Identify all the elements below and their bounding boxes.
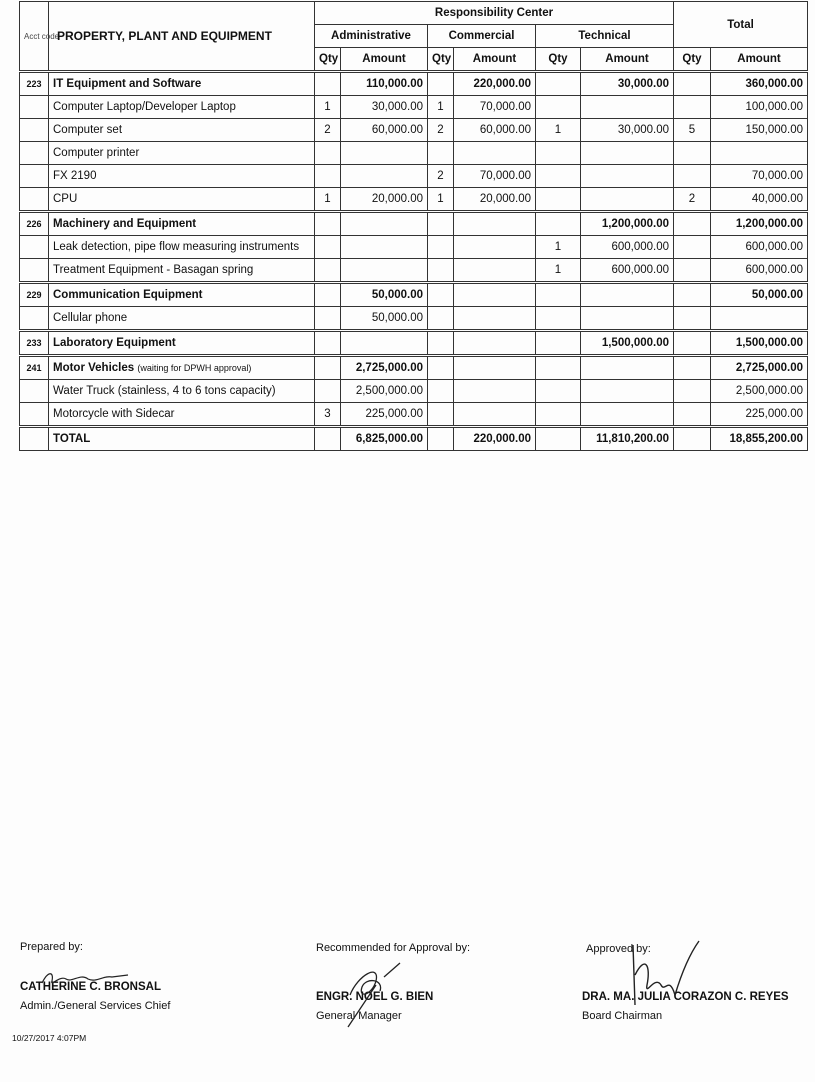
tot-amt-cell: 100,000.00 (711, 96, 808, 119)
adm-amt-cell: 20,000.00 (341, 188, 428, 212)
administrative-header: Administrative (315, 25, 428, 48)
qty-header: Qty (674, 48, 711, 72)
tec-qty-cell (536, 307, 581, 331)
tot-amt-cell: 40,000.00 (711, 188, 808, 212)
amount-header: Amount (454, 48, 536, 72)
com-amt-cell (454, 403, 536, 427)
tot-qty-cell (674, 165, 711, 188)
description-text: Cellular phone (53, 312, 128, 324)
com-amt-cell (454, 283, 536, 307)
acct-code-cell (20, 236, 49, 259)
property-header: PROPERTY, PLANT AND EQUIPMENT (49, 2, 315, 72)
total-label: TOTAL (49, 427, 315, 451)
tec-qty-cell (536, 212, 581, 236)
tec-qty-cell (536, 331, 581, 356)
tec-amt-cell (581, 307, 674, 331)
com-qty-cell (428, 380, 454, 403)
description-text: Laboratory Equipment (53, 337, 176, 349)
tot-amt-cell: 600,000.00 (711, 259, 808, 283)
qty-header: Qty (536, 48, 581, 72)
description-text: Communication Equipment (53, 289, 203, 301)
tot-qty-cell (674, 259, 711, 283)
table-row (20, 119, 808, 142)
description-cell (49, 96, 315, 119)
tec-qty-cell (536, 403, 581, 427)
table-row (20, 165, 808, 188)
adm-qty-cell (315, 236, 341, 259)
com-amt-cell: 220,000.00 (454, 72, 536, 96)
description-cell (49, 259, 315, 283)
tot-amt-cell: 225,000.00 (711, 403, 808, 427)
tec-qty-cell (536, 283, 581, 307)
acct-code-cell (20, 259, 49, 283)
total-tot-qty (674, 427, 711, 451)
adm-qty-cell (315, 283, 341, 307)
tec-amt-cell (581, 403, 674, 427)
acct-code-cell (20, 380, 49, 403)
tot-qty-cell (674, 236, 711, 259)
prepared-by-title: Admin./General Services Chief (20, 1000, 171, 1012)
description-text: Computer set (53, 124, 123, 136)
tot-amt-cell: 2,725,000.00 (711, 356, 808, 380)
tec-qty-cell: 1 (536, 119, 581, 142)
table-row (20, 188, 808, 212)
adm-qty-cell (315, 331, 341, 356)
description-text: Motorcycle with Sidecar (53, 408, 175, 420)
prepared-by-name: CATHERINE C. BRONSAL (20, 981, 161, 993)
tec-amt-cell (581, 283, 674, 307)
description-text: Machinery and Equipment (53, 218, 197, 230)
adm-amt-cell: 110,000.00 (341, 72, 428, 96)
adm-amt-cell: 225,000.00 (341, 403, 428, 427)
tot-qty-cell (674, 331, 711, 356)
com-amt-cell: 70,000.00 (454, 165, 536, 188)
description-cell (49, 72, 315, 96)
tec-qty-cell (536, 165, 581, 188)
tec-amt-cell: 30,000.00 (581, 72, 674, 96)
table-row (20, 236, 808, 259)
com-qty-cell (428, 259, 454, 283)
tot-qty-cell (674, 356, 711, 380)
tec-qty-cell (536, 96, 581, 119)
description-text: Computer Laptop/Developer Laptop (53, 101, 236, 113)
grand-total-amount: 18,855,200.00 (711, 427, 808, 451)
tot-qty-cell (674, 212, 711, 236)
tec-qty-cell (536, 356, 581, 380)
total-adm-qty (315, 427, 341, 451)
approved-by-title: Board Chairman (582, 1010, 663, 1022)
tec-amt-cell (581, 165, 674, 188)
com-qty-cell (428, 142, 454, 165)
com-amt-cell (454, 212, 536, 236)
com-amt-cell (454, 380, 536, 403)
category-row (20, 331, 808, 356)
adm-qty-cell: 3 (315, 403, 341, 427)
com-qty-cell (428, 356, 454, 380)
category-row (20, 356, 808, 380)
tot-qty-cell (674, 72, 711, 96)
com-amt-cell (454, 142, 536, 165)
com-amt-cell: 60,000.00 (454, 119, 536, 142)
total-code-cell (20, 427, 49, 451)
acct-code-cell (20, 96, 49, 119)
total-tec-amount: 11,810,200.00 (581, 427, 674, 451)
tot-amt-cell: 1,500,000.00 (711, 331, 808, 356)
tot-amt-cell (711, 142, 808, 165)
com-qty-cell (428, 307, 454, 331)
description-text: IT Equipment and Software (53, 78, 202, 90)
tec-amt-cell (581, 356, 674, 380)
com-qty-cell (428, 331, 454, 356)
adm-amt-cell: 50,000.00 (341, 283, 428, 307)
table-row (20, 380, 808, 403)
approved-by-name: DRA. MA. JULIA CORAZON C. REYES (582, 991, 789, 1003)
description-cell (49, 356, 315, 380)
acct-code-cell (20, 188, 49, 212)
tot-amt-cell: 2,500,000.00 (711, 380, 808, 403)
description-cell (49, 142, 315, 165)
tec-amt-cell: 30,000.00 (581, 119, 674, 142)
tec-amt-cell: 1,500,000.00 (581, 331, 674, 356)
table-row (20, 259, 808, 283)
description-cell (49, 119, 315, 142)
adm-amt-cell: 50,000.00 (341, 307, 428, 331)
acct-code-cell: 241 (20, 356, 49, 380)
tot-qty-cell (674, 96, 711, 119)
com-qty-cell (428, 403, 454, 427)
amount-header: Amount (711, 48, 808, 72)
ppe-table (19, 1, 808, 451)
prepared-signature-icon (40, 963, 130, 993)
adm-amt-cell: 30,000.00 (341, 96, 428, 119)
responsibility-center-header: Responsibility Center (315, 2, 674, 25)
adm-amt-cell (341, 212, 428, 236)
description-text: Computer printer (53, 147, 140, 159)
adm-amt-cell (341, 331, 428, 356)
description-text: Leak detection, pipe flow measuring instruments (53, 241, 300, 253)
tot-qty-cell (674, 307, 711, 331)
description-cell (49, 236, 315, 259)
total-adm-amount: 6,825,000.00 (341, 427, 428, 451)
adm-qty-cell (315, 380, 341, 403)
tot-amt-cell: 600,000.00 (711, 236, 808, 259)
approved-by-label: Approved by: (586, 943, 651, 955)
amount-header: Amount (341, 48, 428, 72)
tec-qty-cell (536, 380, 581, 403)
com-amt-cell (454, 259, 536, 283)
description-cell (49, 380, 315, 403)
tec-qty-cell (536, 188, 581, 212)
category-row (20, 212, 808, 236)
com-qty-cell: 2 (428, 119, 454, 142)
category-row (20, 72, 808, 96)
adm-qty-cell: 2 (315, 119, 341, 142)
tot-amt-cell (711, 307, 808, 331)
tot-amt-cell: 1,200,000.00 (711, 212, 808, 236)
acct-code-cell (20, 119, 49, 142)
description-cell (49, 212, 315, 236)
tot-qty-cell (674, 283, 711, 307)
prepared-by-label: Prepared by: (20, 941, 83, 953)
table-header (20, 2, 808, 72)
description-text: Water Truck (stainless, 4 to 6 tons capacity) (53, 385, 276, 397)
print-timestamp: 10/27/2017 4:07PM (12, 1033, 87, 1043)
com-qty-cell (428, 212, 454, 236)
tec-qty-cell: 1 (536, 259, 581, 283)
acct-code-cell (20, 142, 49, 165)
description-text: Motor Vehicles (53, 362, 135, 374)
com-qty-cell (428, 236, 454, 259)
tot-amt-cell: 50,000.00 (711, 283, 808, 307)
com-amt-cell (454, 236, 536, 259)
tot-amt-cell: 360,000.00 (711, 72, 808, 96)
description-cell (49, 188, 315, 212)
tot-amt-cell: 150,000.00 (711, 119, 808, 142)
tot-amt-cell: 70,000.00 (711, 165, 808, 188)
acct-code-cell: 223 (20, 72, 49, 96)
tec-amt-cell (581, 96, 674, 119)
com-amt-cell (454, 331, 536, 356)
description-cell (49, 331, 315, 356)
commercial-header: Commercial (428, 25, 536, 48)
acct-code-cell: 226 (20, 212, 49, 236)
tec-amt-cell: 1,200,000.00 (581, 212, 674, 236)
recommended-by-label: Recommended for Approval by: (316, 942, 471, 954)
acct-code-cell (20, 307, 49, 331)
adm-qty-cell (315, 142, 341, 165)
qty-header: Qty (315, 48, 341, 72)
tec-qty-cell (536, 142, 581, 165)
tot-qty-cell: 2 (674, 188, 711, 212)
description-text: CPU (53, 193, 78, 205)
adm-qty-cell: 1 (315, 96, 341, 119)
table-body (20, 72, 808, 427)
technical-header: Technical (536, 25, 674, 48)
adm-qty-cell (315, 165, 341, 188)
adm-amt-cell (341, 259, 428, 283)
description-text: FX 2190 (53, 170, 97, 182)
acct-code-header: Acct code (20, 2, 49, 72)
amount-header: Amount (581, 48, 674, 72)
com-qty-cell (428, 283, 454, 307)
adm-amt-cell (341, 142, 428, 165)
total-tec-qty (536, 427, 581, 451)
description-cell (49, 307, 315, 331)
tot-qty-cell (674, 403, 711, 427)
table-row (20, 96, 808, 119)
tot-qty-cell: 5 (674, 119, 711, 142)
adm-qty-cell: 1 (315, 188, 341, 212)
approved-signature-icon (625, 935, 705, 1015)
adm-amt-cell: 2,500,000.00 (341, 380, 428, 403)
adm-amt-cell (341, 165, 428, 188)
tec-amt-cell (581, 188, 674, 212)
adm-qty-cell (315, 356, 341, 380)
com-qty-cell: 2 (428, 165, 454, 188)
description-cell (49, 283, 315, 307)
com-amt-cell (454, 356, 536, 380)
adm-qty-cell (315, 72, 341, 96)
recommended-signature-icon (340, 955, 410, 1030)
total-com-qty (428, 427, 454, 451)
com-qty-cell: 1 (428, 96, 454, 119)
description-text: Treatment Equipment - Basagan spring (53, 264, 254, 276)
tec-amt-cell (581, 380, 674, 403)
tec-amt-cell (581, 142, 674, 165)
description-note: (waiting for DPWH approval) (137, 363, 252, 373)
description-cell (49, 165, 315, 188)
adm-qty-cell (315, 307, 341, 331)
recommended-by-name: ENGR. NOEL G. BIEN (316, 991, 434, 1003)
tot-qty-cell (674, 142, 711, 165)
adm-amt-cell: 60,000.00 (341, 119, 428, 142)
com-amt-cell: 70,000.00 (454, 96, 536, 119)
tec-amt-cell: 600,000.00 (581, 236, 674, 259)
adm-amt-cell: 2,725,000.00 (341, 356, 428, 380)
com-qty-cell (428, 72, 454, 96)
adm-qty-cell (315, 259, 341, 283)
acct-code-cell (20, 165, 49, 188)
adm-qty-cell (315, 212, 341, 236)
description-cell (49, 403, 315, 427)
qty-header: Qty (428, 48, 454, 72)
com-amt-cell: 20,000.00 (454, 188, 536, 212)
tot-qty-cell (674, 380, 711, 403)
table-row (20, 307, 808, 331)
acct-code-cell: 233 (20, 331, 49, 356)
recommended-by-title: General Manager (316, 1010, 402, 1022)
total-com-amount: 220,000.00 (454, 427, 536, 451)
table-row (20, 142, 808, 165)
category-row (20, 283, 808, 307)
adm-amt-cell (341, 236, 428, 259)
total-header: Total (674, 2, 808, 48)
com-qty-cell: 1 (428, 188, 454, 212)
tec-qty-cell (536, 72, 581, 96)
tec-amt-cell: 600,000.00 (581, 259, 674, 283)
acct-code-cell (20, 403, 49, 427)
tec-qty-cell: 1 (536, 236, 581, 259)
com-amt-cell (454, 307, 536, 331)
total-row (20, 427, 808, 451)
acct-code-cell: 229 (20, 283, 49, 307)
table-row (20, 403, 808, 427)
